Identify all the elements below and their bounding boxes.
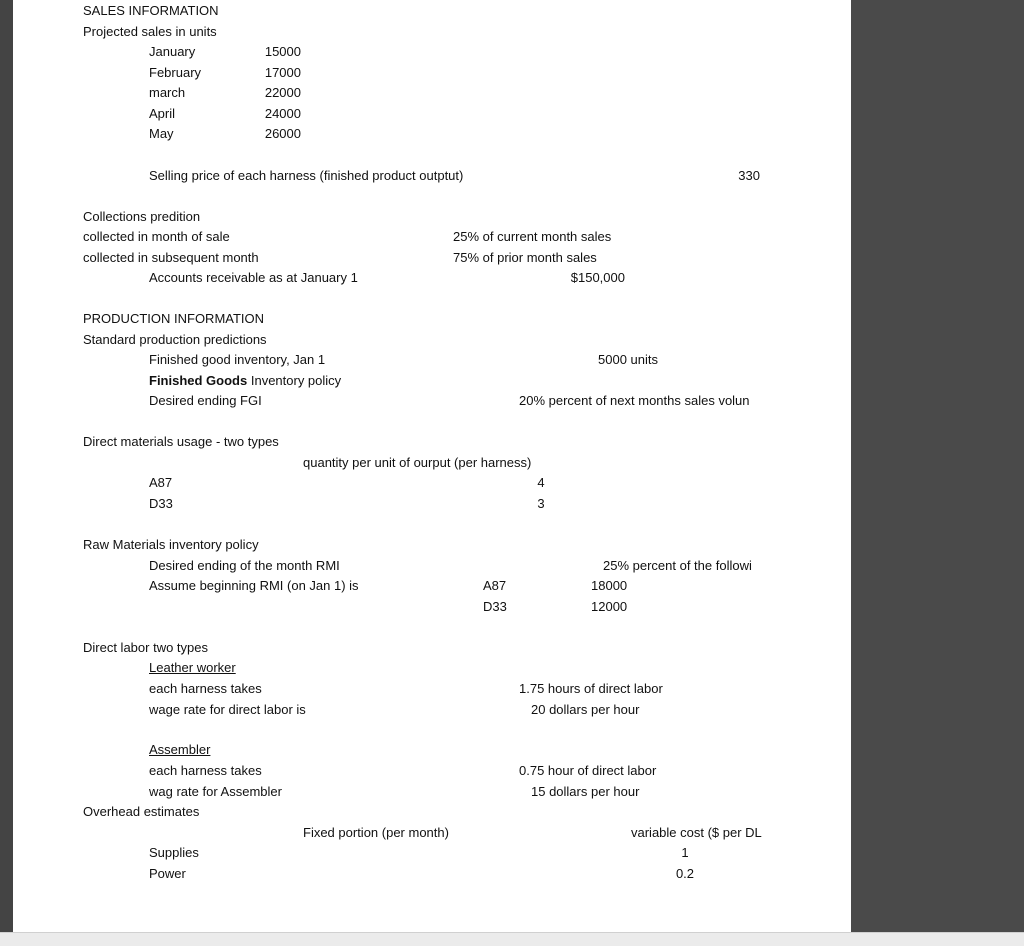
rmi-material-value: 18000 [591, 578, 628, 593]
leather-wage-label: wage rate for direct labor is [149, 702, 306, 717]
overhead-fixed-header: Fixed portion (per month) [303, 825, 449, 840]
material-code: A87 [149, 475, 173, 490]
spreadsheet-page [13, 0, 851, 932]
overhead-item-variable: 1 [681, 845, 689, 860]
materials-qty-header: quantity per unit of ourput (per harness) [303, 455, 532, 470]
collections-row-value: 75% of prior month sales [453, 250, 597, 265]
collections-row-value: 25% of current month sales [453, 229, 612, 244]
accounts-receivable-value: $150,000 [570, 270, 625, 285]
rmi-material-code: A87 [483, 578, 507, 593]
material-qty: 3 [537, 496, 545, 511]
month-units: 17000 [264, 65, 301, 80]
sales-subheading: Projected sales in units [83, 24, 217, 39]
accounts-receivable-label: Accounts receivable as at January 1 [149, 270, 358, 285]
assembler-wage-label: wag rate for Assembler [149, 784, 282, 799]
beginning-rmi-label: Assume beginning RMI (on Jan 1) is [149, 578, 359, 593]
desired-ending-rmi-value: 25% percent of the followi [603, 558, 752, 573]
rmi-material-value: 12000 [591, 599, 628, 614]
left-window-edge [0, 0, 13, 932]
desired-ending-fgi-label: Desired ending FGI [149, 393, 262, 408]
finished-goods-inventory-value: 5000 units [598, 352, 658, 367]
month-units: 15000 [264, 44, 301, 59]
leather-takes-value: 1.75 hours of direct labor [519, 681, 663, 696]
leather-takes-label: each harness takes [149, 681, 262, 696]
selling-price-label: Selling price of each harness (finished product outptut) [149, 168, 464, 183]
desired-ending-fgi-value: 20% percent of next months sales volun [519, 393, 750, 408]
production-heading: PRODUCTION INFORMATION [83, 311, 265, 326]
assembler-title: Assembler [149, 742, 211, 757]
collections-row-label: collected in subsequent month [83, 250, 259, 265]
bottom-scroll-strip[interactable] [0, 932, 1024, 946]
collections-row-label: collected in month of sale [83, 229, 230, 244]
month-label: May [149, 126, 174, 141]
overhead-variable-header: variable cost ($ per DL [631, 825, 762, 840]
assembler-takes-label: each harness takes [149, 763, 262, 778]
month-label: February [149, 65, 202, 80]
overhead-item-name: Supplies [149, 845, 199, 860]
labor-heading: Direct labor two types [83, 640, 208, 655]
materials-heading: Direct materials usage - two types [83, 434, 279, 449]
leather-wage-value: 20 dollars per hour [531, 702, 640, 717]
selling-price-value: 330 [738, 168, 760, 183]
month-label: January [149, 44, 196, 59]
right-gray-panel [851, 0, 1024, 932]
month-units: 24000 [264, 106, 301, 121]
inventory-policy-label [149, 373, 341, 389]
sales-heading: SALES INFORMATION [83, 3, 219, 18]
overhead-heading: Overhead estimates [83, 804, 200, 819]
inventory-policy-bold: Finished Goods [149, 373, 248, 388]
assembler-takes-value: 0.75 hour of direct labor [519, 763, 657, 778]
material-code: D33 [149, 496, 173, 511]
finished-goods-inventory-label: Finished good inventory, Jan 1 [149, 352, 326, 367]
month-label: April [149, 106, 176, 121]
desired-ending-rmi-label: Desired ending of the month RMI [149, 558, 340, 573]
overhead-item-name: Power [149, 866, 186, 881]
month-units: 22000 [264, 85, 301, 100]
month-label: march [149, 85, 186, 100]
inventory-policy-rest: Inventory policy [247, 373, 342, 388]
assembler-wage-value: 15 dollars per hour [531, 784, 640, 799]
raw-materials-heading: Raw Materials inventory policy [83, 537, 259, 552]
leather-worker-title: Leather worker [149, 660, 236, 675]
month-units: 26000 [264, 126, 301, 141]
production-subheading: Standard production predictions [83, 332, 267, 347]
overhead-item-variable: 0.2 [675, 866, 695, 881]
rmi-material-code: D33 [483, 599, 507, 614]
material-qty: 4 [537, 475, 545, 490]
collections-heading: Collections predition [83, 209, 201, 224]
